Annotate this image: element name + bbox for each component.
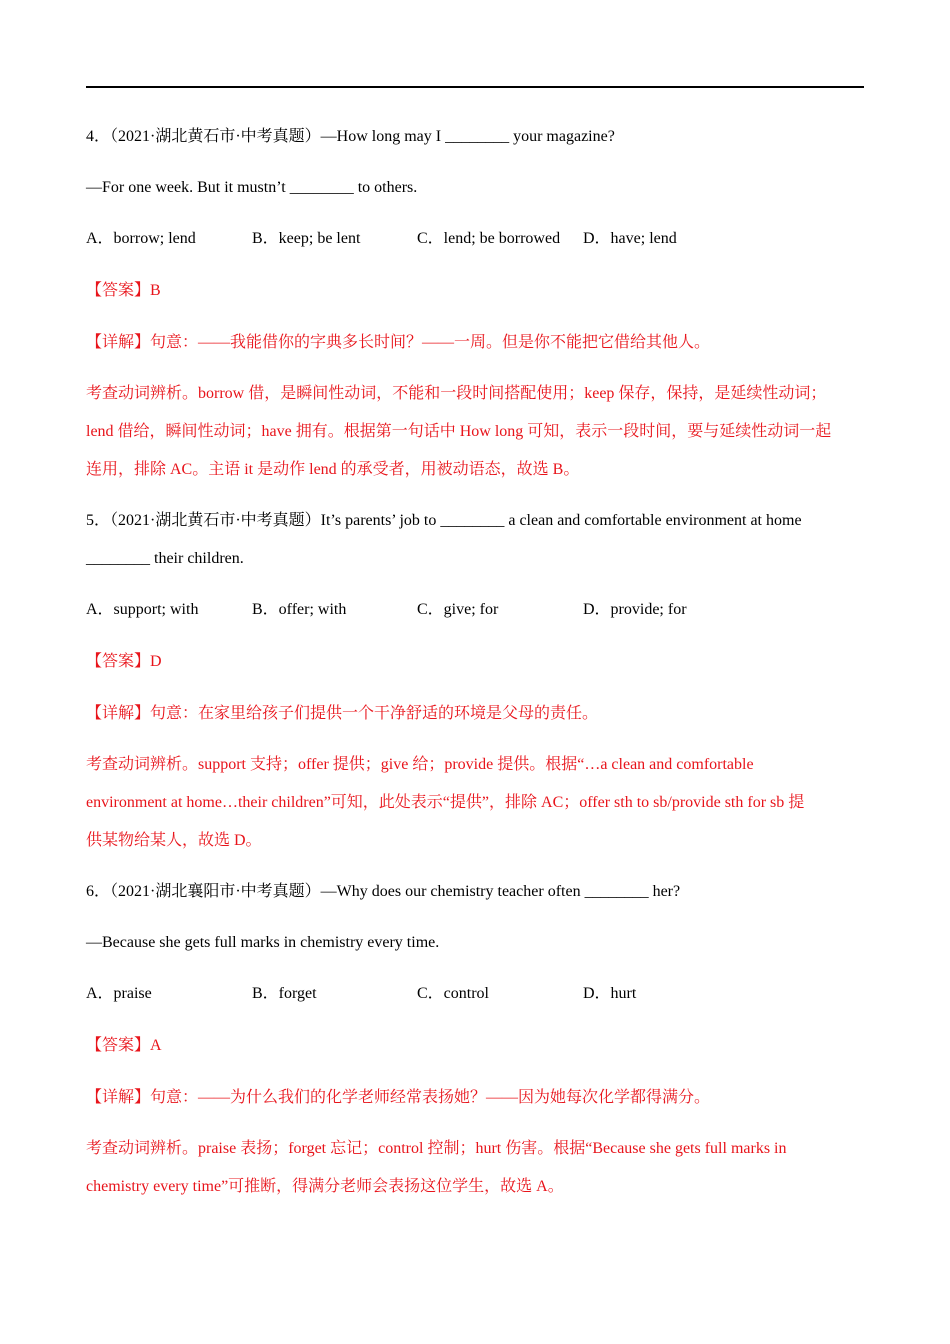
q5-detail: 【详解】句意：在家里给孩子们提供一个干净舒适的环境是父母的责任。 <box>86 705 599 722</box>
q6-option-c: C．control <box>417 985 489 1002</box>
q5-option-b: B．offer; with <box>252 601 347 618</box>
q5-answer: 【答案】D <box>86 653 162 670</box>
q4-analysis-line1: 考查动词辨析。borrow 借，是瞬间性动词，不能和一段时间搭配使用；keep 保存，保持，是延续性动词； <box>86 385 827 402</box>
q6-option-a: A．praise <box>86 985 152 1002</box>
q4-stem-line1: 4．（2021·湖北黄石市·中考真题）—How long may I ________ your magazine? <box>86 128 615 145</box>
q6-stem-line1: 6．（2021·湖北襄阳市·中考真题）—Why does our chemistry teacher often ________ her? <box>86 883 681 900</box>
document-page <box>86 0 864 1344</box>
q4-answer: 【答案】B <box>86 282 161 299</box>
q4-detail: 【详解】句意：——我能借你的字典多长时间？——一周。但是你不能把它借给其他人。 <box>86 334 711 351</box>
q5-option-d: D．provide; for <box>583 601 687 618</box>
q5-stem-line2: ________ their children. <box>86 550 244 567</box>
q5-option-a: A．support; with <box>86 601 199 618</box>
q6-detail: 【详解】句意：——为什么我们的化学老师经常表扬她？——因为她每次化学都得满分。 <box>86 1089 711 1106</box>
q5-analysis-line2: environment at home…their children”可知，此处表示“提供”，排除 AC；offer sth to sb/provide sth for sb 提 <box>86 794 805 811</box>
q6-answer: 【答案】A <box>86 1037 162 1054</box>
q6-analysis-line1: 考查动词辨析。praise 表扬；forget 忘记；control 控制；hurt 伤害。根据“Because she gets full marks in <box>86 1140 787 1157</box>
q6-option-d: D．hurt <box>583 985 637 1002</box>
q5-analysis-line3: 供某物给某人，故选 D。 <box>86 832 262 849</box>
q5-option-c: C．give; for <box>417 601 499 618</box>
q5-analysis-line1: 考查动词辨析。support 支持；offer 提供；give 给；provide 提供。根据“…a clean and comfortable <box>86 756 754 773</box>
q4-analysis-line2: lend 借给，瞬间性动词；have 拥有。根据第一句话中 How long 可知，表示一段时间，要与延续性动词一起 <box>86 423 832 440</box>
q4-stem-line2: —For one week. But it mustn’t ________ to others. <box>86 179 418 196</box>
q4-option-c: C．lend; be borrowed <box>417 230 561 247</box>
q6-stem-line2: —Because she gets full marks in chemistry every time. <box>86 934 440 951</box>
q4-option-a: A．borrow; lend <box>86 230 196 247</box>
header-rule <box>86 86 864 88</box>
q4-option-b: B．keep; be lent <box>252 230 361 247</box>
q4-analysis-line3: 连用，排除 AC。主语 it 是动作 lend 的承受者，用被动语态，故选 B。 <box>86 461 580 478</box>
q5-stem-line1: 5．（2021·湖北黄石市·中考真题）It’s parents’ job to ________ a clean and comfortable environment at home <box>86 512 802 529</box>
q4-option-d: D．have; lend <box>583 230 677 247</box>
q6-option-b: B．forget <box>252 985 317 1002</box>
q6-analysis-line2: chemistry every time”可推断，得满分老师会表扬这位学生，故选 A。 <box>86 1178 564 1195</box>
